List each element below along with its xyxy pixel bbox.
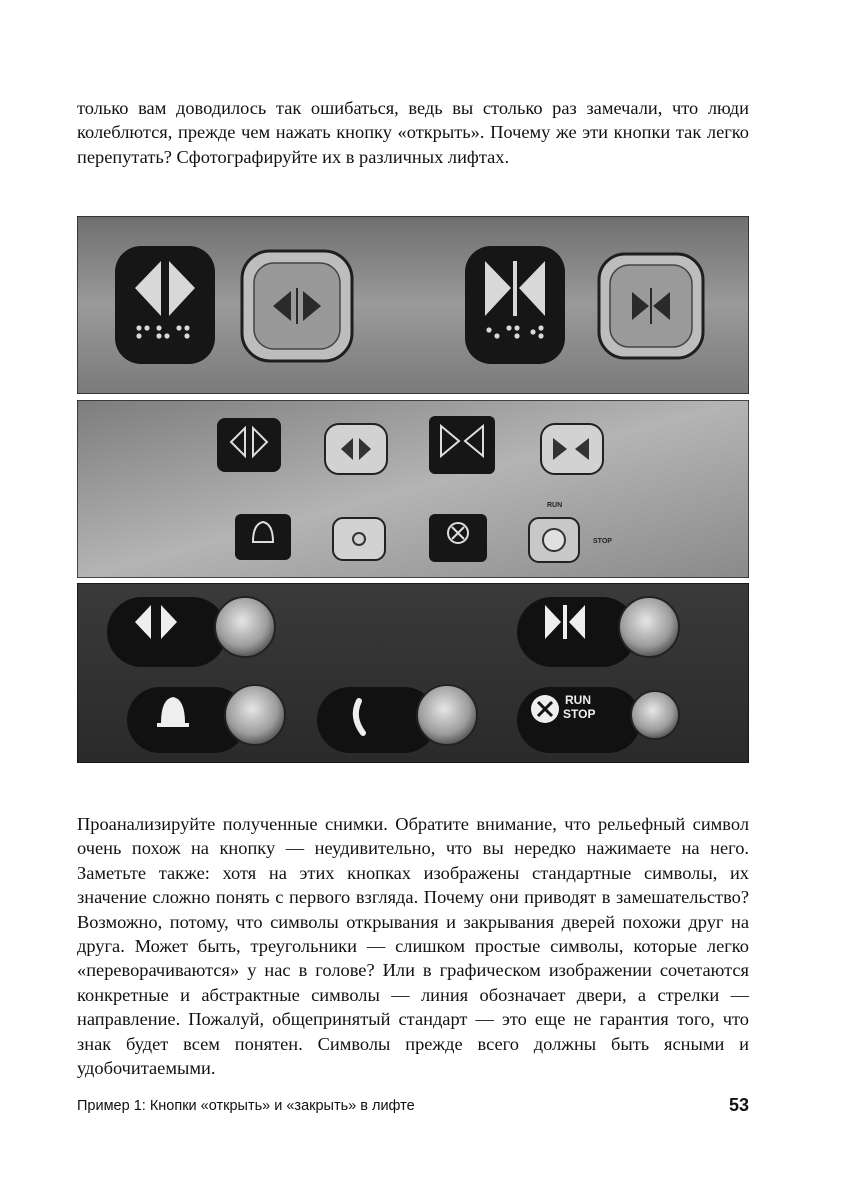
knob-open: [215, 597, 275, 657]
knob-close: [619, 597, 679, 657]
alarm-button-pill: [127, 685, 285, 753]
run-stop-key-switch: [529, 518, 579, 562]
close-button-metal-small: [541, 424, 603, 474]
key-switch: [631, 691, 679, 739]
open-button-black-small: [217, 418, 281, 472]
label-stop: STOP: [563, 707, 596, 721]
close-button-black-small: [429, 416, 495, 474]
label-run: RUN: [547, 502, 563, 509]
close-button-black: [465, 246, 565, 364]
alarm-button-black: [235, 514, 291, 560]
label-run: RUN: [565, 693, 591, 707]
key-icon: [543, 529, 565, 551]
photo-elevator-buttons-3: [77, 583, 749, 763]
page-number: 53: [728, 1095, 749, 1115]
open-button-metal: [242, 251, 352, 361]
label-stop: STOP: [593, 538, 612, 545]
phone-button-pill: [317, 685, 477, 753]
open-button-metal-small: [325, 424, 387, 474]
close-button-pill: [517, 597, 679, 667]
alarm-button-metal: [333, 518, 385, 560]
close-button-metal: [599, 254, 703, 358]
open-button-pill: [107, 597, 275, 667]
paragraph-top: только вам доводилось так ошибаться, ведь вы столько раз замечали, что люди колеблются, прежде чем нажать кнопку «открыть». Почему же эти кнопки так легко перепутать? Сфотографируйте их в различных лифтах.: [77, 98, 749, 167]
footer-chapter-title: Пример 1: Кнопки «открыть» и «закрыть» в лифте: [77, 1098, 415, 1114]
open-button-black: [115, 246, 215, 364]
stop-button-black: [429, 514, 487, 562]
paragraph-bottom: Проанализируйте полученные снимки. Обратите внимание, что рельефный символ очень похож на кнопку — неудивительно, что вы нередко нажимаете на него. Заметьте также: хотя на этих кнопках изображены стандартные символы, их значение сложно понять с первого взгляда. Почему они приводят в замешательство? Возможно, потому, что символы открывания и закрывания дверей похожи друг на друга. Может быть, треугольники — слишком простые символы, которые легко «переворачиваются» у нас в голове? Или в графическом изображении сочетаются конкретные и абстрактные символы — линия обозначает двери, а стрелки — направление. Пожалуй, общепринятый стандарт — это еще не гарантия того, что знак будет всем понятен. Символы прежде всего должны быть ясными и удобочитаемыми.: [77, 814, 749, 1079]
photo-elevator-buttons-1: [77, 216, 749, 394]
photo-elevator-buttons-2: [77, 400, 749, 578]
